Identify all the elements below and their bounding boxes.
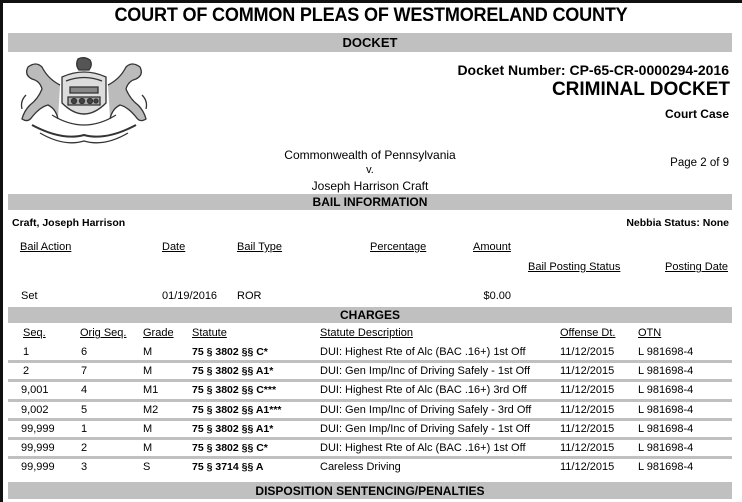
charge-offense-date: 11/12/2015 — [560, 461, 615, 474]
charge-description: DUI: Gen Imp/Inc of Driving Safely - 1st Off — [320, 365, 531, 378]
bail-col-percentage: Percentage — [370, 241, 427, 253]
charge-seq: 1 — [23, 346, 30, 358]
pennsylvania-seal-icon — [12, 55, 157, 150]
bail-col-posting-status: Bail Posting Status — [528, 261, 621, 273]
charges-section-title: CHARGES — [339, 308, 400, 322]
bail-amount-value: $0.00 — [483, 290, 511, 302]
docket-section-bar — [8, 33, 732, 52]
charge-orig-seq: 5 — [81, 403, 88, 416]
docket-number: Docket Number: CP-65-CR-0000294-2016 — [457, 62, 729, 78]
bail-col-type: Bail Type — [237, 241, 283, 253]
charge-row — [0, 362, 742, 381]
charge-offense-date: 11/12/2015 — [560, 384, 615, 397]
charge-description: DUI: Highest Rte of Alc (BAC .16+) 1st Off — [320, 442, 526, 454]
charge-grade: M1 — [143, 384, 159, 397]
charge-orig-seq: 6 — [81, 346, 88, 358]
charge-grade: M2 — [143, 403, 159, 416]
bail-defendant-name: Craft, Joseph Harrison — [12, 217, 126, 229]
charge-offense-date: 11/12/2015 — [560, 346, 615, 358]
charge-statute: 75 § 3802 §§ C*** — [192, 384, 277, 397]
charge-description: DUI: Gen Imp/Inc of Driving Safely - 3rd Off — [320, 403, 532, 416]
charge-row — [0, 439, 742, 458]
charge-otn: L 981698-4 — [638, 422, 694, 435]
court-title: COURT OF COMMON PLEAS OF WESTMORELAND COUNTY — [114, 5, 628, 26]
charge-otn: L 981698-4 — [638, 384, 694, 397]
charges-col-orig-seq: Orig Seq. — [80, 327, 127, 339]
charge-offense-date: 11/12/2015 — [560, 403, 615, 416]
bail-type-value: ROR — [237, 290, 262, 302]
charge-seq: 9,001 — [21, 384, 49, 397]
charge-row — [0, 343, 742, 362]
charge-offense-date: 11/12/2015 — [560, 442, 615, 454]
bail-col-date: Date — [162, 241, 186, 253]
caption-defendant: Joseph Harrison Craft — [311, 179, 429, 193]
charge-row — [0, 401, 742, 420]
charges-section-bar — [8, 307, 732, 323]
charge-grade: M — [143, 442, 153, 454]
charge-description: DUI: Gen Imp/Inc of Driving Safely - 1st Off — [320, 422, 531, 435]
page-border-top — [0, 0, 742, 3]
charge-statute: 75 § 3802 §§ A1*** — [192, 403, 282, 416]
charge-seq: 9,002 — [21, 403, 49, 416]
charge-grade: S — [143, 461, 151, 474]
charge-statute: 75 § 3714 §§ A — [192, 461, 264, 474]
bail-col-action: Bail Action — [20, 241, 72, 253]
charge-description: DUI: Highest Rte of Alc (BAC .16+) 1st Off — [320, 346, 526, 358]
disposition-section-title: DISPOSITION SENTENCING/PENALTIES — [255, 484, 485, 498]
disposition-section-bar — [8, 482, 732, 499]
nebbia-status: Nebbia Status: None — [626, 217, 729, 229]
bail-section-title: BAIL INFORMATION — [312, 195, 428, 209]
charge-orig-seq: 2 — [81, 442, 88, 454]
charge-seq: 2 — [23, 365, 30, 378]
charge-statute: 75 § 3802 §§ C* — [192, 346, 268, 358]
charge-offense-date: 11/12/2015 — [560, 422, 615, 435]
page-indicator: Page 2 of 9 — [670, 157, 729, 169]
bail-date-value: 01/19/2016 — [162, 290, 218, 302]
charges-col-statute: Statute — [192, 327, 227, 339]
bail-col-amount: Amount — [473, 241, 511, 253]
case-type: Court Case — [664, 107, 729, 121]
charges-col-otn: OTN — [638, 327, 662, 339]
charges-col-offense-date: Offense Dt. — [560, 327, 616, 339]
charge-grade: M — [143, 365, 153, 378]
charge-seq: 99,999 — [21, 442, 55, 454]
charge-statute: 75 § 3802 §§ C* — [192, 442, 268, 454]
docket-section-title: DOCKET — [342, 35, 398, 50]
charge-seq: 99,999 — [21, 422, 55, 435]
caption-plaintiff: Commonwealth of Pennsylvania — [284, 148, 456, 162]
charge-description: Careless Driving — [320, 461, 401, 474]
charge-orig-seq: 4 — [81, 384, 88, 397]
bail-action-value: Set — [21, 290, 38, 302]
charge-row — [0, 381, 742, 400]
charge-otn: L 981698-4 — [638, 403, 694, 416]
docket-type-title: CRIMINAL DOCKET — [551, 79, 730, 100]
charge-orig-seq: 3 — [81, 461, 88, 474]
charge-row — [0, 458, 742, 477]
charge-seq: 99,999 — [21, 461, 55, 474]
charges-col-description: Statute Description — [320, 327, 413, 339]
charge-otn: L 981698-4 — [638, 346, 694, 358]
charge-statute: 75 § 3802 §§ A1* — [192, 365, 274, 378]
charge-otn: L 981698-4 — [638, 365, 694, 378]
charge-otn: L 981698-4 — [638, 442, 694, 454]
charge-grade: M — [143, 422, 153, 435]
charge-offense-date: 11/12/2015 — [560, 365, 615, 378]
charge-row — [0, 420, 742, 439]
caption-versus: v. — [366, 164, 374, 176]
charge-statute: 75 § 3802 §§ A1* — [192, 422, 274, 435]
bail-col-posting-date: Posting Date — [665, 261, 728, 273]
charge-grade: M — [143, 346, 153, 358]
bail-section-bar — [8, 194, 732, 210]
charges-col-seq: Seq. — [23, 327, 46, 339]
charge-otn: L 981698-4 — [638, 461, 694, 474]
charges-col-grade: Grade — [143, 327, 174, 339]
charge-orig-seq: 1 — [81, 422, 88, 435]
charge-description: DUI: Highest Rte of Alc (BAC .16+) 3rd Off — [320, 384, 527, 397]
charge-orig-seq: 7 — [81, 365, 88, 378]
